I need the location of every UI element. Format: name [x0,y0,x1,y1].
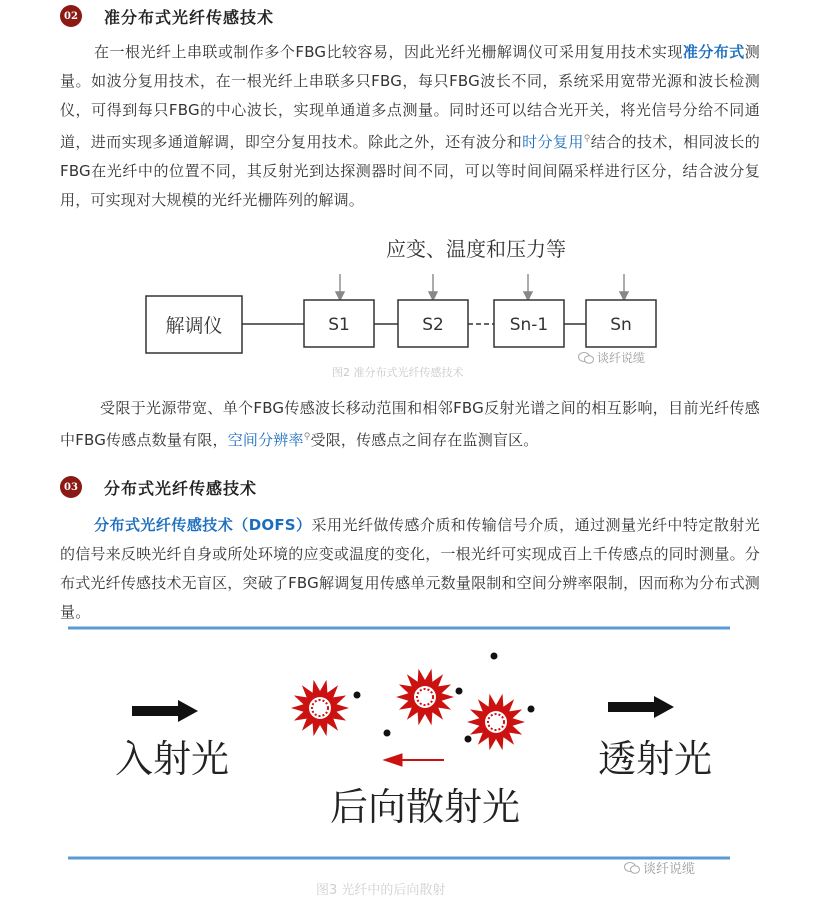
sensor-label: Sn-1 [509,315,549,335]
wechat-icon [624,862,640,874]
backscatter-light-label: 后向散射光 [329,785,521,829]
watermark [578,349,645,366]
paragraph-text: 测量。如波分复用技术，在一根光纤上串联多只FBG，每只FBG波长不同，系统采用宽带光源和波长检测仪，可得到每只FBG的中心波长，实现单通道多点测量。同时还可以结合光开关，将光信号分给不同通道，进而实现多通道解调，即空分复用技术。除此之外，还有波分和 [60,43,760,151]
transmitted-light-label: 透射光 [597,737,713,781]
right-arrow-icon [608,696,674,718]
section-title: 准分布式光纤传感技术 [104,7,275,27]
link-tdm[interactable]: 时分复用 [522,133,584,151]
figure-2-diagram [140,230,680,360]
search-icon[interactable]: ⚲ [303,432,311,442]
section-number-badge: 02 [60,5,82,27]
figure-3-caption: 图3 光纤中的后向散射 [316,883,446,898]
demodulator-label: 解调仪 [165,315,223,337]
section2-paragraph-1 [60,38,760,215]
figure-top-label: 应变、温度和压力等 [386,237,566,261]
watermark-text: 谈纤说缆 [597,351,646,365]
section-title: 分布式光纤传感技术 [104,478,258,498]
paragraph-text: 结合的技术，相同波长的FBG在光纤中的位置不同，其反射光到达探测器时间不同，可以等时间间隔采样进行区分，结合波分复用，可实现对大规模的光纤光栅阵列的解调。 [60,133,760,209]
right-arrow-icon [132,700,198,722]
section2-paragraph-2 [60,394,760,455]
figure-3-diagram [0,620,823,870]
watermark-text: 谈纤说缆 [643,862,696,877]
sensor-label: S1 [328,315,350,335]
arrow-down-icons [336,274,628,300]
paragraph-text: 采用光纤做传感介质和传输信号介质，通过测量光纤中特定散射光的信号来反映光纤自身或所处环境的应变或温度的变化，一根光纤可实现成百上千传感点的同时测量。分布式光纤传感技术无盲区，突破了FBG解调复用传感单元数量限制和空间分辨率限制，因而称为分布式测量。 [60,516,760,621]
watermark [624,858,695,877]
section-heading-03 [60,474,257,500]
left-arrow-icon [384,754,444,766]
link-spatial-resolution[interactable]: 空间分辨率 [227,431,304,449]
keyword-quasi-distributed: 准分布式 [682,43,745,61]
keyword-dofs: 分布式光纤传感技术（DOFS） [94,516,312,534]
figure-2-caption: 图2 准分布式光纤传感技术 [332,366,464,379]
section-number-badge: 03 [60,476,82,498]
section3-paragraph-1 [60,511,760,627]
wechat-icon [578,352,594,364]
sensor-label: S2 [422,315,444,335]
scattering-particle-icons [291,669,525,751]
paragraph-text: 在一根光纤上串联或制作多个FBG比较容易，因此光纤光栅解调仪可采用复用技术实现 [94,43,683,61]
section-heading-02 [60,3,274,29]
paragraph-text: 受限，传感点之间存在监测盲区。 [310,431,539,449]
paragraph-text: 受限于光源带宽、单个FBG传感波长移动范围和相邻FBG反射光谱之间的相互影响，目前光纤传感中FBG传感点数量有限， [60,399,760,449]
search-icon[interactable]: ⚲ [583,134,591,144]
sensor-label: Sn [610,315,632,335]
incident-light-label: 入射光 [114,737,230,781]
